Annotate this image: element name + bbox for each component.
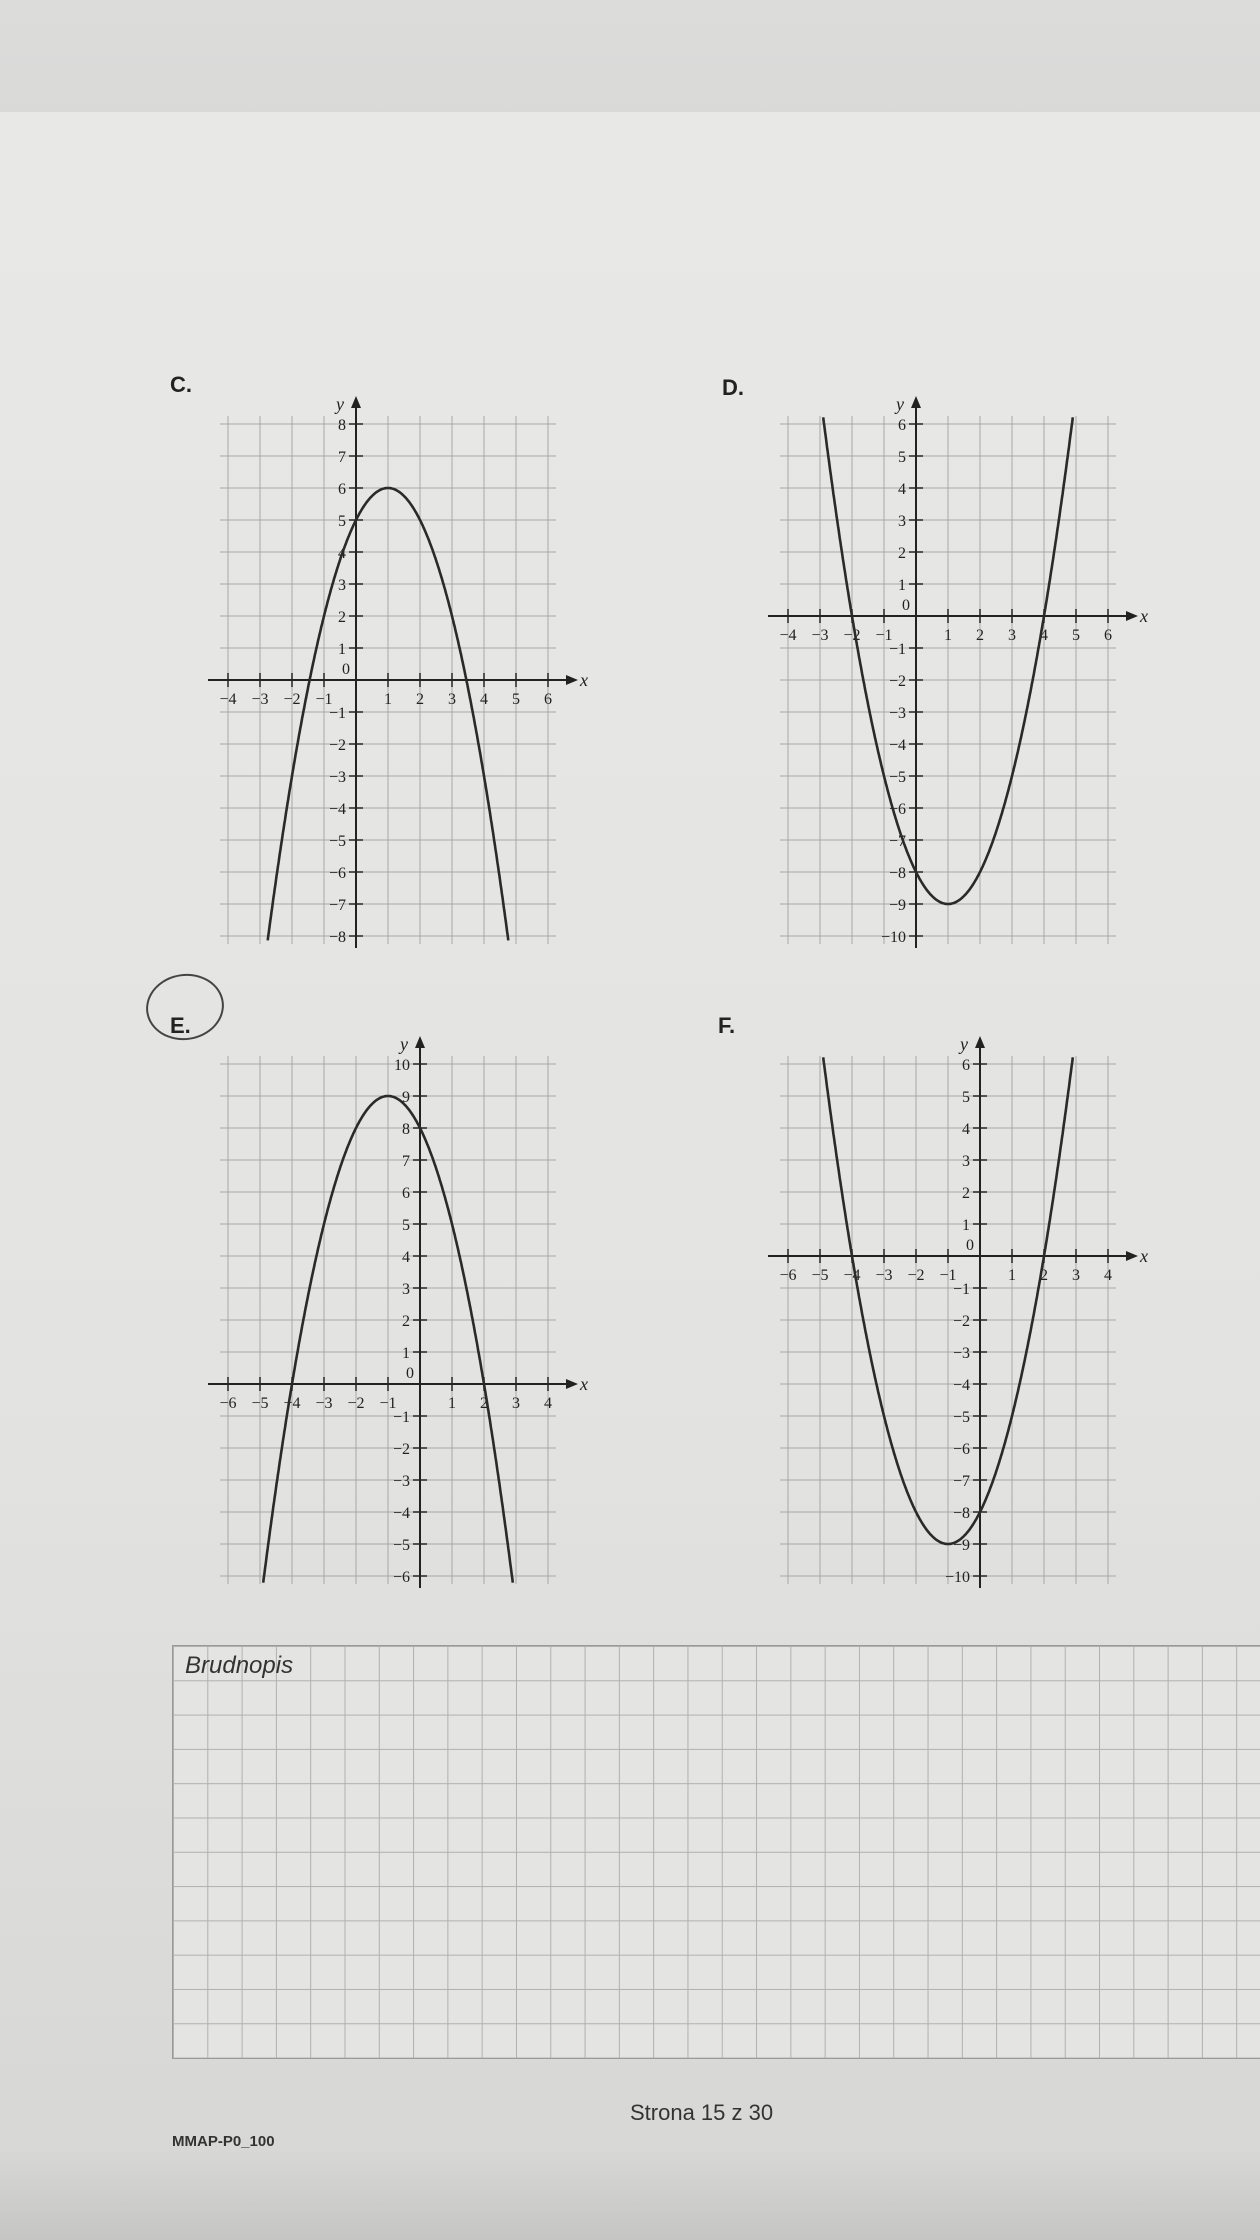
page-shadow xyxy=(0,2150,1260,2240)
y-tick-label: 1 xyxy=(898,577,906,594)
x-tick-label: −4 xyxy=(219,691,237,708)
x-tick-label: −1 xyxy=(315,691,333,708)
y-tick-label: −6 xyxy=(952,1441,970,1458)
x-tick-label: −4 xyxy=(843,1267,861,1284)
x-axis-label: x xyxy=(580,1374,588,1394)
y-tick-label: −5 xyxy=(328,833,346,850)
x-tick-label: −5 xyxy=(251,1395,269,1412)
y-axis-arrow-icon xyxy=(351,396,361,408)
graph-f xyxy=(750,1020,1148,1600)
y-tick-label: 7 xyxy=(402,1153,410,1170)
y-tick-label: −7 xyxy=(888,833,906,850)
x-tick-label: 6 xyxy=(1104,627,1112,644)
x-tick-label: −5 xyxy=(811,1267,829,1284)
y-axis-arrow-icon xyxy=(415,1036,425,1048)
y-tick-label: 8 xyxy=(338,417,346,434)
y-tick-label: −10 xyxy=(944,1569,970,1586)
y-tick-label: −8 xyxy=(328,929,346,946)
x-tick-label: −4 xyxy=(779,627,797,644)
x-tick-label: −1 xyxy=(939,1267,957,1284)
x-tick-label: −3 xyxy=(875,1267,893,1284)
y-tick-label: 5 xyxy=(402,1217,410,1234)
y-tick-label: 5 xyxy=(962,1089,970,1106)
y-tick-label: −9 xyxy=(952,1537,970,1554)
panel-letter-f: F. xyxy=(718,1013,736,1038)
y-tick-label: −5 xyxy=(952,1409,970,1426)
y-tick-label: −3 xyxy=(952,1345,970,1362)
y-tick-label: −1 xyxy=(888,641,906,658)
y-tick-label: −2 xyxy=(328,737,346,754)
x-tick-label: 4 xyxy=(544,1395,552,1412)
y-tick-label: −2 xyxy=(952,1313,970,1330)
document-code: MMAP-P0_100 xyxy=(172,2133,275,2150)
y-tick-label: 3 xyxy=(402,1281,410,1298)
y-tick-label: 2 xyxy=(898,545,906,562)
y-tick-label: −4 xyxy=(952,1377,970,1394)
origin-label: 0 xyxy=(342,661,350,678)
y-axis-label: y xyxy=(960,1034,968,1054)
x-axis-label: x xyxy=(1140,1246,1148,1266)
y-tick-label: 3 xyxy=(962,1153,970,1170)
x-tick-label: 4 xyxy=(1040,627,1048,644)
x-tick-label: 3 xyxy=(512,1395,520,1412)
y-tick-label: −1 xyxy=(328,705,346,722)
y-tick-label: 2 xyxy=(962,1185,970,1202)
x-tick-label: 1 xyxy=(944,627,952,644)
y-axis-arrow-icon xyxy=(911,396,921,408)
y-tick-label: 3 xyxy=(898,513,906,530)
y-tick-label: −5 xyxy=(888,769,906,786)
y-tick-label: 1 xyxy=(962,1217,970,1234)
y-tick-label: 6 xyxy=(338,481,346,498)
grid-lines xyxy=(220,1056,556,1584)
x-tick-label: 4 xyxy=(1104,1267,1112,1284)
x-tick-label: −6 xyxy=(219,1395,237,1412)
y-tick-label: −9 xyxy=(888,897,906,914)
x-tick-label: −1 xyxy=(379,1395,397,1412)
y-tick-label: 4 xyxy=(962,1121,970,1138)
x-tick-label: −2 xyxy=(907,1267,925,1284)
y-axis-label: y xyxy=(400,1034,408,1054)
y-tick-label: −6 xyxy=(328,865,346,882)
origin-label: 0 xyxy=(902,597,910,614)
x-axis-label: x xyxy=(580,670,588,690)
y-tick-label: 7 xyxy=(338,449,346,466)
x-tick-label: 3 xyxy=(1008,627,1016,644)
y-tick-label: −8 xyxy=(952,1505,970,1522)
y-tick-label: 2 xyxy=(338,609,346,626)
y-tick-label: 8 xyxy=(402,1121,410,1138)
x-tick-label: 1 xyxy=(448,1395,456,1412)
grid-lines xyxy=(780,416,1116,944)
y-tick-label: −7 xyxy=(328,897,346,914)
graph-d xyxy=(750,380,1148,960)
y-tick-label: −7 xyxy=(952,1473,970,1490)
x-tick-label: 2 xyxy=(976,627,984,644)
draft-label: Brudnopis xyxy=(185,1652,294,1679)
x-tick-label: −1 xyxy=(875,627,893,644)
x-tick-label: 6 xyxy=(544,691,552,708)
panel-letter-c: C. xyxy=(170,372,192,397)
y-tick-label: 6 xyxy=(962,1057,970,1074)
y-axis-label: y xyxy=(896,394,904,414)
y-tick-label: −8 xyxy=(888,865,906,882)
x-axis-label: x xyxy=(1140,606,1148,626)
y-tick-label: 4 xyxy=(338,545,346,562)
panel-letter-e: E. xyxy=(170,1013,191,1038)
y-tick-label: 9 xyxy=(402,1089,410,1106)
x-tick-label: −3 xyxy=(315,1395,333,1412)
origin-label: 0 xyxy=(406,1365,414,1382)
y-tick-label: −2 xyxy=(392,1441,410,1458)
panel-letter-d: D. xyxy=(722,375,744,400)
y-tick-label: −10 xyxy=(880,929,906,946)
y-tick-label: 1 xyxy=(402,1345,410,1362)
page-number: Strona 15 z 30 xyxy=(630,2100,774,2125)
y-tick-label: −5 xyxy=(392,1537,410,1554)
graph-c xyxy=(190,380,588,960)
x-tick-label: −6 xyxy=(779,1267,797,1284)
x-tick-label: 1 xyxy=(1008,1267,1016,1284)
y-tick-label: −4 xyxy=(392,1505,410,1522)
y-tick-label: −4 xyxy=(888,737,906,754)
x-tick-label: −2 xyxy=(843,627,861,644)
graph-e xyxy=(190,1020,588,1600)
y-tick-label: 6 xyxy=(402,1185,410,1202)
x-tick-label: −2 xyxy=(283,691,301,708)
y-tick-label: 4 xyxy=(402,1249,410,1266)
y-tick-label: −3 xyxy=(328,769,346,786)
background-strip xyxy=(0,0,1260,125)
y-tick-label: −4 xyxy=(328,801,346,818)
draft-grid-area xyxy=(172,1645,1260,2059)
x-tick-label: 1 xyxy=(384,691,392,708)
x-tick-label: 5 xyxy=(1072,627,1080,644)
y-tick-label: −1 xyxy=(392,1409,410,1426)
y-axis-label: y xyxy=(336,394,344,414)
x-tick-label: 2 xyxy=(416,691,424,708)
x-tick-label: −4 xyxy=(283,1395,301,1412)
x-tick-label: 4 xyxy=(480,691,488,708)
x-tick-label: −2 xyxy=(347,1395,365,1412)
y-tick-label: −2 xyxy=(888,673,906,690)
y-tick-label: 3 xyxy=(338,577,346,594)
grid-lines xyxy=(780,1056,1116,1584)
x-tick-label: 3 xyxy=(1072,1267,1080,1284)
y-tick-label: −6 xyxy=(888,801,906,818)
y-tick-label: 6 xyxy=(898,417,906,434)
y-tick-label: −6 xyxy=(392,1569,410,1586)
y-tick-label: 10 xyxy=(394,1057,410,1074)
y-tick-label: 5 xyxy=(338,513,346,530)
y-tick-label: −3 xyxy=(888,705,906,722)
x-tick-label: 3 xyxy=(448,691,456,708)
y-tick-label: 1 xyxy=(338,641,346,658)
x-tick-label: 2 xyxy=(1040,1267,1048,1284)
x-tick-label: 5 xyxy=(512,691,520,708)
origin-label: 0 xyxy=(966,1237,974,1254)
y-tick-label: −3 xyxy=(392,1473,410,1490)
y-tick-label: 5 xyxy=(898,449,906,466)
y-tick-label: 2 xyxy=(402,1313,410,1330)
x-tick-label: −3 xyxy=(251,691,269,708)
y-tick-label: −1 xyxy=(952,1281,970,1298)
y-tick-label: 4 xyxy=(898,481,906,498)
y-axis-arrow-icon xyxy=(975,1036,985,1048)
x-tick-label: 2 xyxy=(480,1395,488,1412)
x-tick-label: −3 xyxy=(811,627,829,644)
